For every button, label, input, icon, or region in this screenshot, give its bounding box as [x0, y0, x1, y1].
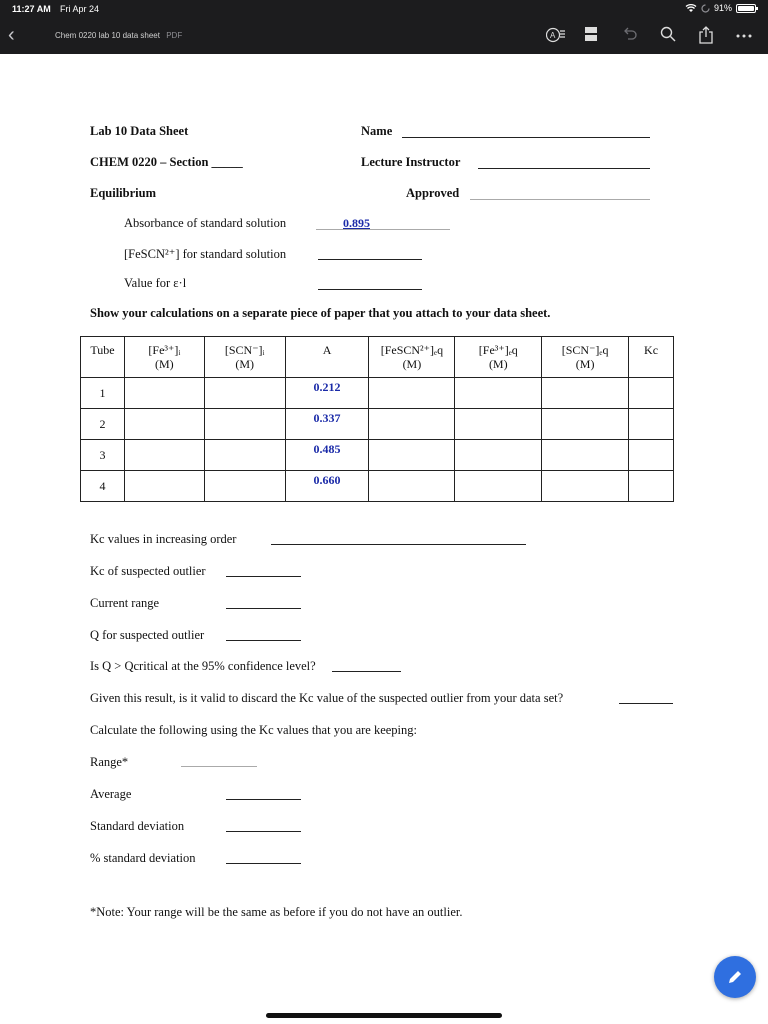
table-header-row [81, 337, 674, 378]
current-range-field[interactable] [226, 608, 301, 609]
calculate-instruction: Calculate the following using the Kc values that you are keeping: [90, 723, 417, 737]
epsilon-field[interactable] [318, 289, 422, 290]
status-time: 11:27 AM [12, 4, 51, 14]
undo-icon[interactable] [622, 26, 640, 44]
header-fe-eq: [Fe³⁺]ₑq (M) [455, 337, 542, 378]
table-cell[interactable] [542, 378, 629, 409]
back-chevron-icon[interactable]: ‹ [8, 24, 15, 46]
table-cell[interactable] [455, 409, 542, 440]
q-outlier-label: Q for suspected outlier [90, 628, 205, 642]
std-dev-field[interactable] [226, 831, 301, 832]
table-cell[interactable] [369, 440, 455, 471]
table-row [81, 378, 674, 409]
more-icon[interactable] [736, 26, 754, 44]
document-name: Chem 0220 lab 10 data sheet [55, 31, 160, 40]
table-cell[interactable] [204, 409, 285, 440]
instructor-label: Lecture Instructor [361, 155, 461, 169]
standard-fescn-field[interactable] [318, 259, 422, 260]
table-cell[interactable] [629, 471, 674, 502]
q-test-label: Is Q > Qcritical at the 95% confidence level? [90, 659, 316, 673]
orientation-lock-icon [701, 4, 710, 13]
pct-std-dev-label: % standard deviation [90, 851, 196, 865]
standard-absorbance-label: Absorbance of standard solution [124, 216, 287, 230]
standard-fescn-label: [FeSCN²⁺] for standard solution [124, 247, 287, 261]
status-bar [0, 0, 768, 18]
document-title [55, 31, 182, 40]
current-range-label: Current range [90, 596, 160, 610]
table-row [81, 471, 674, 502]
search-icon[interactable] [660, 26, 678, 44]
table-cell[interactable] [455, 378, 542, 409]
pct-std-dev-field[interactable] [226, 863, 301, 864]
kc-order-field[interactable] [271, 544, 526, 545]
table-cell[interactable] [629, 440, 674, 471]
table-cell[interactable] [542, 471, 629, 502]
table-cell[interactable] [369, 471, 455, 502]
table-cell[interactable] [369, 378, 455, 409]
table-cell[interactable] [204, 378, 285, 409]
name-field[interactable] [402, 137, 650, 138]
table-cell[interactable] [455, 440, 542, 471]
table-cell[interactable] [204, 440, 285, 471]
tube-number: 1 [81, 378, 125, 409]
calculation-instruction: Show your calculations on a separate piece of paper that you attach to your data sheet. [90, 306, 551, 320]
battery-percent: 91% [713, 3, 732, 13]
header-fe-initial: [Fe³⁺]ᵢ (M) [124, 337, 204, 378]
range-field[interactable] [181, 766, 257, 767]
name-label: Name [361, 124, 393, 138]
table-cell[interactable] [204, 471, 285, 502]
table-cell[interactable] [124, 409, 204, 440]
table-cell[interactable] [455, 471, 542, 502]
table-cell[interactable] [124, 471, 204, 502]
table-cell[interactable] [629, 378, 674, 409]
epsilon-label: Value for ε·l [124, 276, 187, 290]
home-indicator[interactable] [266, 1013, 502, 1018]
pdf-page [0, 54, 768, 1024]
std-dev-label: Standard deviation [90, 819, 185, 833]
range-label: Range* [90, 755, 129, 769]
table-cell[interactable] [542, 440, 629, 471]
markup-button[interactable] [714, 956, 756, 998]
absorbance-cell[interactable]: 0.212 [285, 378, 369, 409]
tube-number: 4 [81, 471, 125, 502]
table-cell[interactable] [369, 409, 455, 440]
absorbance-cell[interactable]: 0.485 [285, 440, 369, 471]
header-scn-initial: [SCN⁻]ᵢ (M) [204, 337, 285, 378]
pencil-icon [726, 968, 744, 986]
tube-number: 2 [81, 409, 125, 440]
document-type: PDF [166, 31, 183, 40]
table-cell[interactable] [124, 378, 204, 409]
kc-order-label: Kc values in increasing order [90, 532, 237, 546]
approved-label: Approved [406, 186, 460, 200]
standard-absorbance-value: 0.895 [343, 216, 370, 230]
valid-discard-field[interactable] [619, 703, 673, 704]
kc-outlier-field[interactable] [226, 576, 301, 577]
approved-field[interactable] [470, 199, 650, 200]
header-tube: Tube [81, 337, 125, 378]
header-scn-eq: [SCN⁻]ₑq (M) [542, 337, 629, 378]
lab-title: Lab 10 Data Sheet [90, 124, 189, 138]
valid-discard-label: Given this result, is it valid to discard the Kc value of the suspected outlier from your data set? [90, 691, 564, 705]
battery-icon [736, 4, 756, 13]
table-cell[interactable] [542, 409, 629, 440]
tube-number: 3 [81, 440, 125, 471]
absorbance-cell[interactable]: 0.660 [285, 471, 369, 502]
svg-text:A: A [550, 31, 556, 40]
instructor-field[interactable] [478, 168, 650, 169]
header-absorbance: A [285, 337, 369, 378]
thumbnails-icon[interactable] [584, 26, 602, 44]
course-section: CHEM 0220 – Section _____ [90, 155, 243, 169]
viewer-toolbar [0, 18, 768, 54]
status-right [685, 3, 756, 13]
table-cell[interactable] [124, 440, 204, 471]
kc-outlier-label: Kc of suspected outlier [90, 564, 206, 578]
footnote: *Note: Your range will be the same as before if you do not have an outlier. [90, 905, 463, 919]
table-cell[interactable] [629, 409, 674, 440]
average-label: Average [90, 787, 132, 801]
table-row [81, 409, 674, 440]
reader-mode-icon[interactable] [546, 26, 564, 44]
wifi-icon [685, 3, 697, 13]
data-table [80, 336, 674, 502]
q-outlier-field[interactable] [226, 640, 301, 641]
status-date: Fri Apr 24 [60, 4, 100, 14]
q-test-field[interactable] [332, 671, 401, 672]
header-fescn-eq: [FeSCN²⁺]ₑq (M) [369, 337, 455, 378]
table-row [81, 440, 674, 471]
average-field[interactable] [226, 799, 301, 800]
toolbar-actions [546, 26, 754, 44]
absorbance-cell[interactable]: 0.337 [285, 409, 369, 440]
standard-absorbance-field[interactable] [316, 229, 450, 230]
header-kc: Kc [629, 337, 674, 378]
share-icon[interactable] [698, 26, 716, 44]
topic-heading: Equilibrium [90, 186, 156, 200]
